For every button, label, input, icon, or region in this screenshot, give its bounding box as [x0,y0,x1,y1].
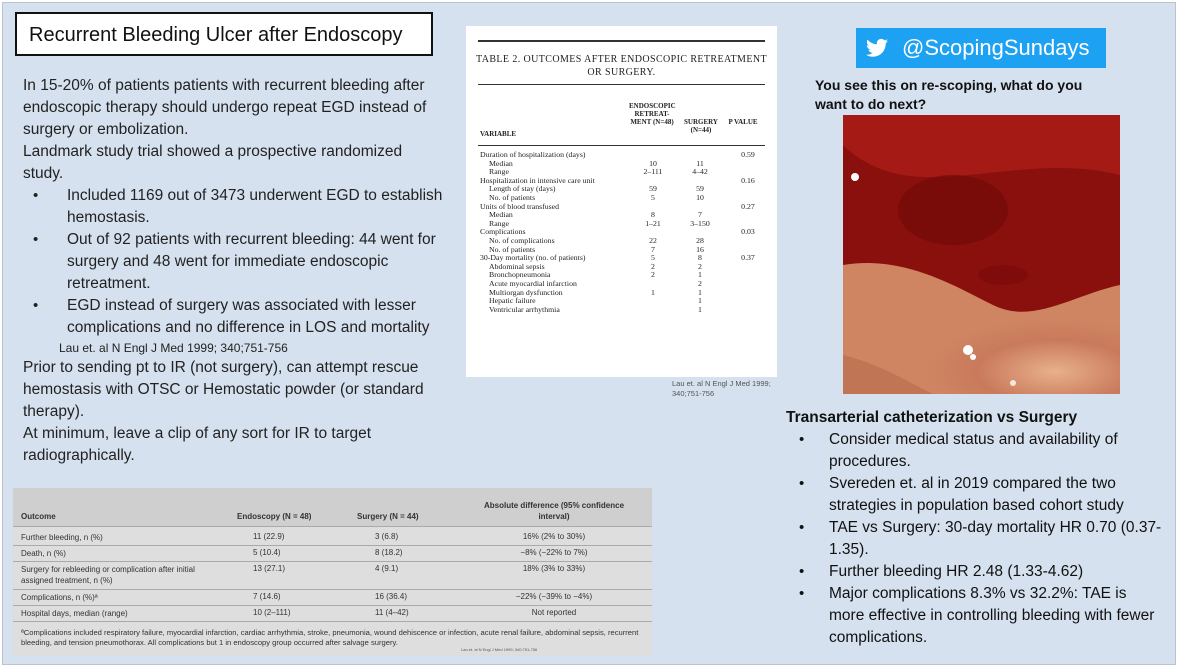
table-cell [632,297,674,306]
table-cell: 10 [649,158,657,168]
table-cell: 59 [649,184,657,194]
table-cell: 11 [696,158,704,168]
table-rule [13,526,652,527]
landmark-paragraph: Landmark study trial showed a prospective randomized study. [23,143,403,182]
table-cell: 3 (6.8) [375,532,399,541]
table-cell [726,297,770,306]
table-row [13,589,652,605]
table-row [480,151,770,160]
column-header: ENDOSCOPIC RETREAT-MENT (N=48) [629,102,676,126]
table-row [13,545,652,561]
table-cell: 8 [698,253,702,263]
table-row [480,280,770,289]
twitter-banner[interactable] [856,28,1106,68]
table-cell: Median [489,159,513,168]
table-header-row [13,488,652,526]
table-cell: 1 [698,287,702,297]
table-cell: Abdominal sepsis [489,262,545,271]
table-cell: 16 [696,244,704,254]
table-cell: Multiorgan dysfunction [489,288,563,297]
table-body [480,151,770,314]
table-cell: 30-Day mortality (no. of patients) [480,254,586,263]
table-cell [726,237,770,246]
list-item: • Included 1169 out of 3473 underwent EGD to establish hemostasis. [23,185,443,229]
table-cell [726,289,770,298]
table-cell: 16% (2% to 30%) [522,532,586,541]
table-cell: 0.03 [741,227,755,237]
table-row [480,194,770,203]
table-citation: Lau et. al N Engl J Med 1999; 340;751-756 [672,379,771,398]
table-citation: Lau et. al N Engl J Med 1999; 340;751-756 [461,647,538,652]
intro-paragraph: In 15-20% of patients patients with recurrent bleeding after endoscopic therapy should undergo repeat EGD instead of surgery or embolization. [23,77,427,138]
table-cell: 2 [651,270,655,280]
table-cell: Acute myocardial infarction [489,279,577,288]
table-cell: 16 (36.4) [375,592,408,601]
table-row [480,306,770,315]
list-item: • EGD instead of surgery was associated with lesser complications and no difference in LOS and mortality [23,295,443,339]
table-cell: Hepatic failure [489,297,536,306]
minimum-paragraph: At minimum, leave a clip of any sort for IR to target radiographically. [23,425,372,464]
list-item: • TAE vs Surgery: 30-day mortality HR 0.70 (0.37-1.35). [786,517,1166,561]
table-row [13,529,652,545]
table-rule [478,40,765,42]
endoscopy-photo [843,115,1120,394]
table-cell: 13 (27.1) [253,564,286,573]
column-header: Endoscopy (N = 48) [237,512,312,521]
table-row [480,297,770,306]
table-row [480,211,770,220]
table-footnote: ªComplications included respiratory failure, myocardial infarction, cardiac arrhythmia, stroke, pneumonia, wound dehiscence or infection, acute renal failure, abdominal sepsis, recurrent bleeding, and tension pneumothorax. All complications but 1 in endoscopy group occurred after salvage surgery. [21,628,639,647]
table-cell: 8 (18.2) [375,548,403,557]
column-header: P VALUE [728,118,758,126]
list-item: • Consider medical status and availability of procedures. [786,429,1166,473]
table-cell [726,185,770,194]
table-cell: Range [489,168,509,177]
table-cell: 1–21 [645,218,661,228]
table-cell: 7 [698,210,702,220]
table-cell: Hospital days, median (range) [21,609,128,618]
table-row [480,237,770,246]
column-header: Outcome [21,512,56,521]
table-cell: 5 [651,192,655,202]
prior-paragraph: Prior to sending pt to IR (not surgery), can attempt rescue hemostasis with OTSC or Hemostatic powder (or standard therapy). [23,359,424,420]
table-cell: Complications [480,228,526,237]
table-cell: 28 [696,235,704,245]
table-cell: 11 (22.9) [253,532,285,541]
left-text-block [23,75,443,467]
table-title: TABLE 2. OUTCOMES AFTER ENDOSCOPIC RETREATMENT OR SURGERY. [476,54,767,78]
table-cell: −22% (−39% to −4%) [515,592,593,601]
right-text-block [786,407,1166,649]
list-item: • Out of 92 patients with recurrent bleeding: 44 went for surgery and 48 went for immediate endoscopic retreatment. [23,229,443,295]
column-header: Surgery (N = 44) [357,512,419,521]
table-cell: 1 [651,287,655,297]
table-cell [726,306,770,315]
list-item: • Major complications 8.3% vs 32.2%: TAE is more effective in controlling bleeding with fewer complications. [786,583,1166,649]
table-row [13,561,652,589]
table-cell: Range [489,219,509,228]
table-cell: 10 [696,192,704,202]
outcomes-table-image [466,26,777,377]
list-item: • Svereden et. al in 2019 compared the two strategies in population based cohort study [786,473,1166,517]
table-cell: Bronchopneumonia [489,271,551,280]
column-header: VARIABLE [480,130,517,138]
column-header: SURGERY (N=44) [684,118,718,134]
table-cell: No. of patients [489,193,536,202]
table-rule [478,84,765,85]
bottom-outcome-table [13,488,652,656]
table-cell: Hospitalization in intensive care unit [480,176,595,185]
table-cell: 18% (3% to 33%) [522,564,586,573]
table-cell: Duration of hospitalization (days) [480,151,586,159]
table-cell: 1 [698,270,702,280]
table-cell: 3–150 [690,218,710,228]
table-cell: Units of blood transfused [480,202,560,211]
table-cell: 2 [651,261,655,271]
table-row [480,254,770,263]
table-cell [726,263,770,272]
table-cell: 1 [698,304,702,314]
table-cell: 22 [649,235,657,245]
column-header: Absolute difference (95% confidence interval) [483,501,625,521]
table-cell: 0.59 [741,150,755,159]
table-rule [478,145,765,146]
table-cell: 0.37 [741,253,755,263]
table-row [480,271,770,280]
table-cell: 2 [698,278,702,288]
table-row [480,168,770,177]
table-cell: Death, n (%) [21,549,66,558]
table-row [480,160,770,169]
table-cell: 11 (4–42) [375,608,409,617]
table-cell: 5 (10.4) [253,548,281,557]
table-cell: Ventricular arrhythmia [489,305,560,314]
table-cell: 7 [651,244,655,254]
table-row [480,289,770,298]
table-cell: Surgery for rebleeding or complication after initial assigned treatment, n (%) [21,565,195,585]
table-cell: 2–111 [643,167,663,177]
list-item: • Further bleeding HR 2.48 (1.33-4.62) [786,561,1166,583]
table-cell [726,280,770,289]
twitter-bird-icon [866,38,888,58]
table-cell: Complications, n (%)ª [21,593,98,602]
table-rule [13,621,652,622]
table-row [480,177,770,186]
table-cell: 4–42 [692,167,708,177]
table-row [13,605,652,621]
table-cell: Median [489,211,513,220]
table-cell: No. of complications [489,236,555,245]
table-cell [632,306,674,315]
slide-title: Recurrent Bleeding Ulcer after Endoscopy [15,12,433,56]
table-cell [726,160,770,169]
table-cell: 59 [696,184,704,194]
table-cell [726,271,770,280]
table-cell: 0.16 [741,175,755,185]
table-row [480,228,770,237]
table-cell: 7 (14.6) [253,592,281,601]
table-cell: 0.27 [741,201,755,211]
table-cell: 10 (2–111) [253,608,291,617]
table-cell [726,211,770,220]
table-cell: 5 [651,253,655,263]
table-cell: 4 (9.1) [375,564,399,573]
right-bullet-list [786,429,1166,649]
endoscopy-image [843,115,1120,394]
section-heading: Transarterial catheterization vs Surgery [786,409,1078,426]
left-citation: Lau et. al N Engl J Med 1999; 340;751-756 [59,341,288,355]
table-row [480,185,770,194]
table-row [480,203,770,212]
table-cell: Not reported [531,608,577,617]
table-cell: No. of patients [489,245,536,254]
table-cell: 8 [651,210,655,220]
table-cell: Further bleeding, n (%) [21,533,103,542]
table-cell: 1 [698,296,702,306]
question-text: You see this on re-scoping, what do you want to do next? [815,77,1083,112]
left-bullet-list [23,185,443,339]
table-cell: −8% (−22% to 7%) [520,548,588,557]
twitter-handle: @ScopingSundays [902,35,1090,60]
table-row [480,263,770,272]
table-cell: 2 [698,261,702,271]
table-row [480,220,770,229]
table-cell: Length of stay (days) [489,185,556,194]
table-row [480,246,770,255]
